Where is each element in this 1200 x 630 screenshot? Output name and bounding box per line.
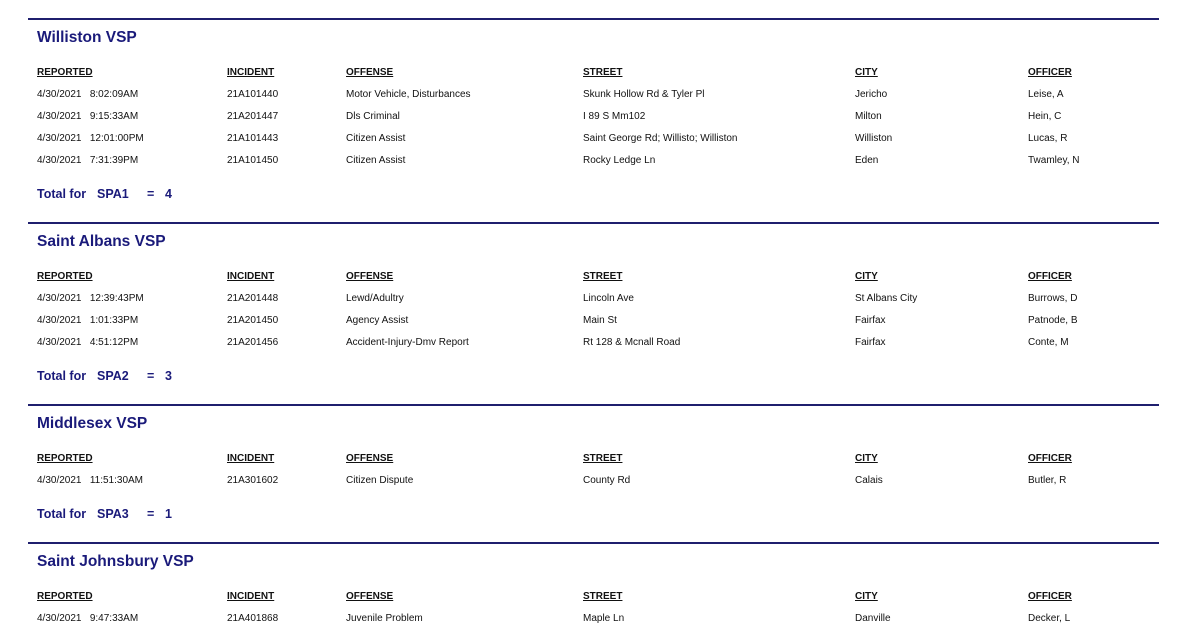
- cell-officer: Patnode, B: [1028, 315, 1078, 326]
- column-header-offense: OFFENSE: [346, 453, 394, 464]
- cell-officer: Conte, M: [1028, 337, 1069, 348]
- cell-incident: 21A201447: [227, 111, 279, 122]
- section-total: [37, 187, 172, 201]
- cell-incident: 21A201448: [227, 293, 279, 304]
- cell-city: Milton: [855, 111, 882, 122]
- column-header-reported: REPORTED: [37, 67, 93, 78]
- column-header-offense: OFFENSE: [346, 271, 394, 282]
- cell-officer: Lucas, R: [1028, 133, 1068, 144]
- cell-city: Calais: [855, 475, 883, 486]
- column-header-street: STREET: [583, 591, 623, 602]
- column-header-incident: INCIDENT: [227, 453, 275, 464]
- table-row: [28, 315, 1159, 329]
- cell-incident: 21A201456: [227, 337, 279, 348]
- table-row: [28, 475, 1159, 489]
- section-title: Middlesex VSP: [37, 415, 148, 432]
- column-header-offense: OFFENSE: [346, 591, 394, 602]
- cell-street: Rt 128 & Mcnall Road: [583, 337, 681, 348]
- column-header-officer: OFFICER: [1028, 591, 1072, 602]
- cell-offense: Citizen Dispute: [346, 475, 414, 486]
- cell-reported: 4/30/2021 4:51:12PM: [37, 337, 139, 348]
- total-equals: =: [147, 507, 155, 521]
- column-header-city: CITY: [855, 67, 878, 78]
- cell-incident: 21A401868: [227, 613, 279, 624]
- total-count: 1: [165, 507, 172, 521]
- cell-incident: 21A101443: [227, 133, 279, 144]
- cell-offense: Juvenile Problem: [346, 613, 423, 624]
- table-row: [28, 111, 1159, 125]
- column-header-row: [28, 453, 1159, 467]
- total-equals: =: [147, 187, 155, 201]
- column-header-officer: OFFICER: [1028, 67, 1072, 78]
- section-total: [37, 507, 172, 521]
- table-row: [28, 155, 1159, 169]
- total-equals: =: [147, 369, 155, 383]
- cell-offense: Citizen Assist: [346, 155, 406, 166]
- column-header-incident: INCIDENT: [227, 271, 275, 282]
- cell-street: Saint George Rd; Willisto; Williston: [583, 133, 738, 144]
- table-row: [28, 337, 1159, 351]
- column-header-city: CITY: [855, 591, 878, 602]
- section-title: Saint Johnsbury VSP: [37, 553, 194, 570]
- cell-city: Eden: [855, 155, 879, 166]
- table-row: [28, 89, 1159, 103]
- section-title: Williston VSP: [37, 29, 137, 46]
- cell-offense: Motor Vehicle, Disturbances: [346, 89, 471, 100]
- cell-city: Fairfax: [855, 315, 886, 326]
- total-label: Total for: [37, 369, 87, 383]
- section-divider: [28, 404, 1159, 406]
- column-header-reported: REPORTED: [37, 453, 93, 464]
- cell-officer: Leise, A: [1028, 89, 1064, 100]
- table-row: [28, 613, 1159, 627]
- column-header-city: CITY: [855, 271, 878, 282]
- cell-city: Jericho: [855, 89, 888, 100]
- cell-reported: 4/30/2021 12:39:43PM: [37, 293, 144, 304]
- cell-offense: Accident-Injury-Dmv Report: [346, 337, 469, 348]
- cell-incident: 21A201450: [227, 315, 279, 326]
- section-divider: [28, 542, 1159, 544]
- column-header-row: [28, 591, 1159, 605]
- cell-city: Fairfax: [855, 337, 886, 348]
- column-header-row: [28, 271, 1159, 285]
- total-count: 4: [165, 187, 172, 201]
- column-header-officer: OFFICER: [1028, 271, 1072, 282]
- cell-officer: Twamley, N: [1028, 155, 1080, 166]
- cell-street: Rocky Ledge Ln: [583, 155, 656, 166]
- column-header-offense: OFFENSE: [346, 67, 394, 78]
- cell-street: Skunk Hollow Rd & Tyler Pl: [583, 89, 705, 100]
- table-row: [28, 133, 1159, 147]
- section-divider: [28, 18, 1159, 20]
- cell-city: St Albans City: [855, 293, 918, 304]
- cell-officer: Butler, R: [1028, 475, 1067, 486]
- column-header-incident: INCIDENT: [227, 591, 275, 602]
- cell-city: Danville: [855, 613, 891, 624]
- cell-offense: Citizen Assist: [346, 133, 406, 144]
- cell-incident: 21A101440: [227, 89, 279, 100]
- cell-officer: Burrows, D: [1028, 293, 1078, 304]
- column-header-street: STREET: [583, 453, 623, 464]
- column-header-reported: REPORTED: [37, 591, 93, 602]
- table-row: [28, 293, 1159, 307]
- column-header-officer: OFFICER: [1028, 453, 1072, 464]
- column-header-street: STREET: [583, 271, 623, 282]
- cell-street: Main St: [583, 315, 617, 326]
- section-title: Saint Albans VSP: [37, 233, 166, 250]
- cell-incident: 21A101450: [227, 155, 279, 166]
- cell-offense: Lewd/Adultry: [346, 293, 404, 304]
- column-header-incident: INCIDENT: [227, 67, 275, 78]
- cell-officer: Hein, C: [1028, 111, 1062, 122]
- total-code: SPA2: [97, 369, 129, 383]
- cell-offense: Agency Assist: [346, 315, 409, 326]
- cell-incident: 21A301602: [227, 475, 279, 486]
- section-divider: [28, 222, 1159, 224]
- total-label: Total for: [37, 507, 87, 521]
- cell-reported: 4/30/2021 8:02:09AM: [37, 89, 139, 100]
- cell-street: I 89 S Mm102: [583, 111, 646, 122]
- column-header-reported: REPORTED: [37, 271, 93, 282]
- cell-reported: 4/30/2021 11:51:30AM: [37, 475, 144, 486]
- total-label: Total for: [37, 187, 87, 201]
- cell-reported: 4/30/2021 12:01:00PM: [37, 133, 144, 144]
- cell-reported: 4/30/2021 9:47:33AM: [37, 613, 139, 624]
- cell-offense: Dls Criminal: [346, 111, 400, 122]
- cell-city: Williston: [855, 133, 893, 144]
- cell-street: Lincoln Ave: [583, 293, 634, 304]
- cell-street: County Rd: [583, 475, 631, 486]
- cell-street: Maple Ln: [583, 613, 625, 624]
- cell-reported: 4/30/2021 9:15:33AM: [37, 111, 139, 122]
- total-code: SPA3: [97, 507, 129, 521]
- cell-officer: Decker, L: [1028, 613, 1071, 624]
- column-header-street: STREET: [583, 67, 623, 78]
- total-code: SPA1: [97, 187, 129, 201]
- cell-reported: 4/30/2021 7:31:39PM: [37, 155, 139, 166]
- column-header-city: CITY: [855, 453, 878, 464]
- section-total: [37, 369, 172, 383]
- column-header-row: [28, 67, 1159, 81]
- total-count: 3: [165, 369, 172, 383]
- cell-reported: 4/30/2021 1:01:33PM: [37, 315, 139, 326]
